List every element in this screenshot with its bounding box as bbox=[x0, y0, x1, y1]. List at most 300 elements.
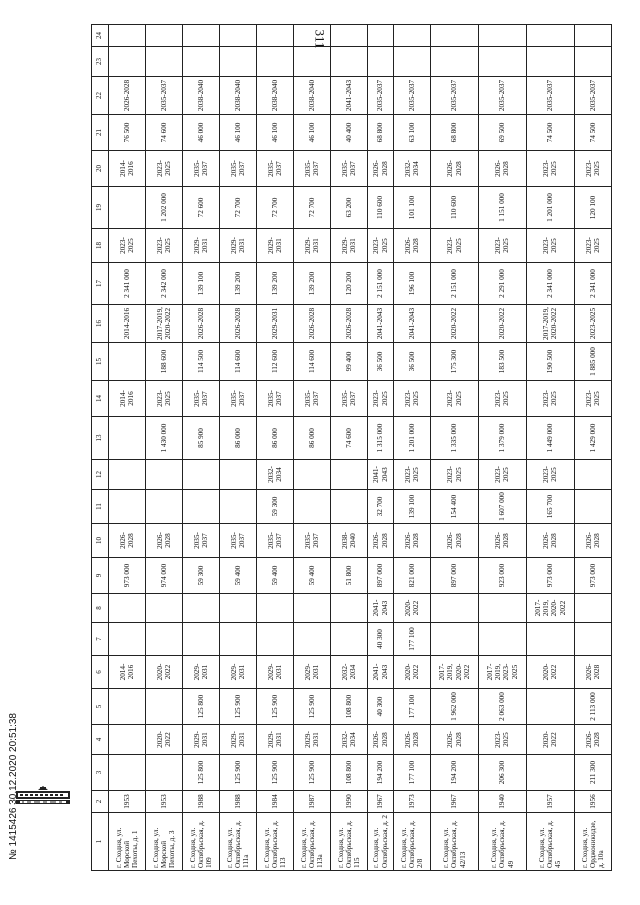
header-cell: 13 bbox=[92, 417, 109, 460]
table-cell: 1990 bbox=[331, 791, 368, 813]
table-cell bbox=[220, 594, 257, 623]
address-cell: г. Сходня, ул. Октябрьская, д. 49 bbox=[478, 813, 526, 871]
table-cell: 2026-2028 bbox=[394, 229, 431, 263]
table-cell: 2041-2043 bbox=[368, 460, 394, 490]
table-cell: 1 379 000 bbox=[478, 417, 526, 460]
table-cell: 2035-2037 bbox=[257, 381, 294, 417]
table-cell: 2023-2025 bbox=[478, 725, 526, 755]
table-cell: 2 341 000 bbox=[574, 263, 611, 305]
table-cell bbox=[478, 594, 526, 623]
table-cell: 114 500 bbox=[183, 343, 220, 381]
table-cell: 1 335 000 bbox=[431, 417, 479, 460]
table-cell bbox=[574, 460, 611, 490]
table-cell bbox=[183, 623, 220, 656]
header-cell: 1 bbox=[92, 813, 109, 871]
table-row bbox=[109, 25, 146, 871]
table-cell: 46 000 bbox=[183, 115, 220, 151]
table-cell: 194 200 bbox=[431, 755, 479, 791]
table-cell: 2026-2028 bbox=[368, 151, 394, 187]
table-cell: 2026-2028 bbox=[394, 725, 431, 755]
page-number-text: 311 bbox=[313, 29, 328, 49]
table-cell bbox=[183, 25, 220, 47]
data-table bbox=[91, 24, 612, 871]
table-cell: 1967 bbox=[368, 791, 394, 813]
table-cell: 2035-2037 bbox=[394, 77, 431, 115]
table-cell: 2023-2025 bbox=[109, 229, 146, 263]
table-cell: 72 600 bbox=[183, 187, 220, 229]
table-cell: 2032-2034 bbox=[331, 725, 368, 755]
table-cell: 2023-2025 bbox=[431, 229, 479, 263]
address-cell: г. Сходня, ул. Октябрьская, д. 109 bbox=[183, 813, 220, 871]
table-cell: 974 000 bbox=[146, 558, 183, 594]
table-cell: 2041-2043 bbox=[368, 594, 394, 623]
table-cell bbox=[146, 47, 183, 77]
table-cell bbox=[109, 187, 146, 229]
header-cell: 2 bbox=[92, 791, 109, 813]
table-cell: 2020-2022 bbox=[478, 305, 526, 343]
table-cell: 1984 bbox=[257, 791, 294, 813]
table-cell: 2035-2037 bbox=[574, 77, 611, 115]
table-cell: 139 100 bbox=[183, 263, 220, 305]
address-cell: г. Сходня, ул. Октябрьская, д. 111а bbox=[220, 813, 257, 871]
table-cell: 2023-2025 bbox=[526, 151, 574, 187]
table-cell: 2017-2019, 2020-2022 bbox=[526, 594, 574, 623]
table-cell: 2035-2037 bbox=[526, 77, 574, 115]
table-cell: 2035-2037 bbox=[183, 381, 220, 417]
table-cell: 211 300 bbox=[574, 755, 611, 791]
table-cell: 1 202 000 bbox=[146, 187, 183, 229]
table-cell: 2023-2025 bbox=[574, 229, 611, 263]
table-cell: 2017-2019, 2020-2022 bbox=[431, 656, 479, 689]
table-cell: 108 800 bbox=[331, 689, 368, 725]
table-row bbox=[526, 25, 574, 871]
table-cell: 2029-2031 bbox=[257, 725, 294, 755]
table-cell: 2023-2025 bbox=[368, 229, 394, 263]
header-cell: 18 bbox=[92, 229, 109, 263]
table-cell: 2032-2034 bbox=[257, 460, 294, 490]
table-cell: 2035-2037 bbox=[220, 524, 257, 558]
table-cell: 177 100 bbox=[394, 623, 431, 656]
table-cell bbox=[526, 25, 574, 47]
table-cell bbox=[294, 490, 331, 524]
address-cell: г. Сходня, ул. Октябрьская, д. 113 bbox=[257, 813, 294, 871]
table-cell: 2035-2037 bbox=[331, 151, 368, 187]
table-cell: 2026-2028 bbox=[478, 524, 526, 558]
table-cell bbox=[109, 490, 146, 524]
table-row bbox=[183, 25, 220, 871]
table-cell bbox=[331, 594, 368, 623]
table-cell: 1 607 000 bbox=[478, 490, 526, 524]
header-cell: 22 bbox=[92, 77, 109, 115]
table-cell: 1988 bbox=[220, 791, 257, 813]
table-cell: 2041-2043 bbox=[394, 305, 431, 343]
table-cell: 2026-2028 bbox=[368, 725, 394, 755]
table-cell bbox=[526, 689, 574, 725]
table-cell: 2029-2031 bbox=[294, 229, 331, 263]
table-cell: 2026-2028 bbox=[331, 305, 368, 343]
address-cell: г. Сходня, ул. Октябрьская, д. 45 bbox=[526, 813, 574, 871]
table-cell bbox=[220, 47, 257, 77]
table-cell bbox=[574, 594, 611, 623]
table-cell: 2023-2025 bbox=[478, 381, 526, 417]
table-cell: 99 400 bbox=[331, 343, 368, 381]
table-cell: 85 900 bbox=[183, 417, 220, 460]
table-cell: 2029-2031 bbox=[183, 229, 220, 263]
table-cell: 114 600 bbox=[294, 343, 331, 381]
table-cell: 2023-2025 bbox=[146, 151, 183, 187]
table-cell: 2029-2031 bbox=[257, 229, 294, 263]
table-cell: 2026-2028 bbox=[431, 151, 479, 187]
header-cell: 8 bbox=[92, 594, 109, 623]
table-cell: 177 100 bbox=[394, 689, 431, 725]
table-header-row bbox=[92, 25, 109, 871]
table-row bbox=[220, 25, 257, 871]
table-cell: 1953 bbox=[146, 791, 183, 813]
table-cell: 1 201 000 bbox=[394, 417, 431, 460]
table-cell: 125 900 bbox=[257, 689, 294, 725]
table-cell: 125 900 bbox=[294, 755, 331, 791]
table-cell: 154 400 bbox=[431, 490, 479, 524]
table-cell: 2 342 000 bbox=[146, 263, 183, 305]
header-cell: 11 bbox=[92, 490, 109, 524]
table-cell bbox=[431, 25, 479, 47]
table-cell bbox=[109, 417, 146, 460]
table-cell bbox=[294, 623, 331, 656]
table-cell bbox=[526, 623, 574, 656]
table-cell: 72 700 bbox=[220, 187, 257, 229]
table-cell: 194 200 bbox=[368, 755, 394, 791]
table-cell: 40 300 bbox=[368, 623, 394, 656]
table-cell: 2029-2031 bbox=[257, 656, 294, 689]
table-cell: 175 300 bbox=[431, 343, 479, 381]
table-cell bbox=[257, 623, 294, 656]
table-row bbox=[574, 25, 611, 871]
table-cell: 76 500 bbox=[109, 115, 146, 151]
table-cell: 2 291 000 bbox=[478, 263, 526, 305]
table-cell: 1 449 000 bbox=[526, 417, 574, 460]
address-cell: г. Сходня, ул. Октябрьская, д. 115 bbox=[331, 813, 368, 871]
table-cell: 2026-2028 bbox=[478, 151, 526, 187]
table-cell: 46 100 bbox=[257, 115, 294, 151]
header-cell: 14 bbox=[92, 381, 109, 417]
table-cell: 2017-2019, 2023-2025 bbox=[478, 656, 526, 689]
table-cell: 63 200 bbox=[331, 187, 368, 229]
table-cell: 1940 bbox=[478, 791, 526, 813]
table-cell bbox=[183, 594, 220, 623]
table-cell: 2026-2028 bbox=[146, 524, 183, 558]
table-cell bbox=[294, 460, 331, 490]
table-row bbox=[294, 25, 331, 871]
table-body bbox=[92, 25, 612, 871]
table-cell: 101 100 bbox=[394, 187, 431, 229]
table-cell bbox=[109, 25, 146, 47]
table-cell: 1957 bbox=[526, 791, 574, 813]
table-cell: 1987 bbox=[294, 791, 331, 813]
table-row bbox=[478, 25, 526, 871]
table-cell: 2023-2025 bbox=[146, 381, 183, 417]
address-cell: г. Сходня, ул. Октябрьская, д. 2 bbox=[368, 813, 394, 871]
table-cell: 2032-2034 bbox=[331, 656, 368, 689]
table-cell: 2023-2025 bbox=[146, 229, 183, 263]
table-cell bbox=[294, 47, 331, 77]
table-cell: 2 151 000 bbox=[431, 263, 479, 305]
table-cell: 2014-2016 bbox=[109, 381, 146, 417]
header-cell: 23 bbox=[92, 47, 109, 77]
table-cell: 2035-2037 bbox=[183, 151, 220, 187]
table-cell: 2038-2040 bbox=[183, 77, 220, 115]
table-cell bbox=[574, 623, 611, 656]
table-cell: 2026-2028 bbox=[294, 305, 331, 343]
header-cell: 9 bbox=[92, 558, 109, 594]
table-cell: 125 900 bbox=[220, 755, 257, 791]
table-cell: 188 600 bbox=[146, 343, 183, 381]
table-cell: 2023-2025 bbox=[431, 381, 479, 417]
table-row bbox=[394, 25, 431, 871]
table-cell: 2041-2043 bbox=[368, 656, 394, 689]
table-cell: 2026-2028 bbox=[109, 77, 146, 115]
table-cell: 2020-2022 bbox=[526, 656, 574, 689]
address-cell: г. Сходня, ул. Морской Пехоты, д. 1 bbox=[109, 813, 146, 871]
table-cell: 2023-2025 bbox=[478, 460, 526, 490]
table-cell: 2023-2025 bbox=[394, 381, 431, 417]
table-cell: 973 000 bbox=[574, 558, 611, 594]
table-cell: 110 600 bbox=[431, 187, 479, 229]
table-cell bbox=[478, 47, 526, 77]
table-cell: 973 000 bbox=[109, 558, 146, 594]
table-cell: 2029-2031 bbox=[294, 725, 331, 755]
table-cell: 2035-2037 bbox=[478, 77, 526, 115]
table-cell: 36 500 bbox=[368, 343, 394, 381]
table-cell bbox=[146, 623, 183, 656]
table-cell: 1 962 000 bbox=[431, 689, 479, 725]
table-cell: 206 300 bbox=[478, 755, 526, 791]
table-cell: 2 151 000 bbox=[368, 263, 394, 305]
table-cell: 74 600 bbox=[331, 417, 368, 460]
table-cell: 2026-2028 bbox=[431, 524, 479, 558]
table-cell: 139 200 bbox=[257, 263, 294, 305]
table-cell: 139 200 bbox=[294, 263, 331, 305]
table-cell: 1973 bbox=[394, 791, 431, 813]
table-cell: 2020-2022 bbox=[146, 725, 183, 755]
table-cell: 2032-2034 bbox=[394, 151, 431, 187]
table-cell: 46 100 bbox=[220, 115, 257, 151]
table-cell: 59 300 bbox=[183, 558, 220, 594]
table-cell: 2026-2028 bbox=[526, 524, 574, 558]
table-cell bbox=[183, 47, 220, 77]
table-cell: 125 800 bbox=[183, 755, 220, 791]
table-cell: 74 500 bbox=[574, 115, 611, 151]
header-cell: 4 bbox=[92, 725, 109, 755]
table-cell: 110 600 bbox=[368, 187, 394, 229]
table-cell bbox=[183, 460, 220, 490]
table-cell bbox=[294, 25, 331, 47]
table-cell: 139 200 bbox=[220, 263, 257, 305]
header-cell: 17 bbox=[92, 263, 109, 305]
table-cell: 59 400 bbox=[257, 558, 294, 594]
table-cell: 923 000 bbox=[478, 558, 526, 594]
table-cell bbox=[220, 25, 257, 47]
header-cell: 5 bbox=[92, 689, 109, 725]
table-cell bbox=[146, 689, 183, 725]
table-cell: 2023-2025 bbox=[526, 381, 574, 417]
table-cell: 2038-2040 bbox=[220, 77, 257, 115]
rotated-table-wrapper bbox=[91, 30, 612, 871]
table-cell: 1 201 000 bbox=[526, 187, 574, 229]
table-cell: 2029-2031 bbox=[220, 229, 257, 263]
address-cell: г. Сходня, ул. Орджоникидзе, д. 10а bbox=[574, 813, 611, 871]
table-cell: 86 000 bbox=[220, 417, 257, 460]
table-cell: 2026-2028 bbox=[220, 305, 257, 343]
table-cell: 2023-2025 bbox=[574, 381, 611, 417]
address-cell: г. Сходня, ул. Октябрьская, д. 42/13 bbox=[431, 813, 479, 871]
table-cell: 2026-2028 bbox=[109, 524, 146, 558]
table-cell bbox=[294, 594, 331, 623]
table-cell: 1 430 000 bbox=[146, 417, 183, 460]
table-cell: 2017-2019, 2020-2022 bbox=[146, 305, 183, 343]
table-cell bbox=[574, 25, 611, 47]
table-cell: 2026-2028 bbox=[431, 725, 479, 755]
table-cell: 1967 bbox=[431, 791, 479, 813]
table-cell: 196 100 bbox=[394, 263, 431, 305]
header-cell: 20 bbox=[92, 151, 109, 187]
table-cell: 68 800 bbox=[368, 115, 394, 151]
header-cell: 15 bbox=[92, 343, 109, 381]
registry-stamp bbox=[8, 560, 20, 860]
table-cell bbox=[257, 594, 294, 623]
table-cell: 40 300 bbox=[368, 689, 394, 725]
header-cell: 6 bbox=[92, 656, 109, 689]
table-cell bbox=[109, 594, 146, 623]
table-cell: 2020-2022 bbox=[146, 656, 183, 689]
table-cell: 2026-2028 bbox=[368, 524, 394, 558]
table-cell: 139 100 bbox=[394, 490, 431, 524]
table-cell: 2 113 000 bbox=[574, 689, 611, 725]
table-cell: 2014-2016 bbox=[109, 656, 146, 689]
table-cell bbox=[109, 47, 146, 77]
table-cell: 2023-2025 bbox=[526, 460, 574, 490]
table-cell: 2035-2037 bbox=[368, 77, 394, 115]
table-cell: 1 315 000 bbox=[368, 417, 394, 460]
table-row bbox=[146, 25, 183, 871]
address-cell: г. Сходня, ул. Октябрьская, д. 113а bbox=[294, 813, 331, 871]
table-cell: 125 800 bbox=[183, 689, 220, 725]
table-cell: 2 341 000 bbox=[526, 263, 574, 305]
table-cell: 165 700 bbox=[526, 490, 574, 524]
table-row bbox=[257, 25, 294, 871]
table-cell: 2035-2037 bbox=[257, 524, 294, 558]
table-cell bbox=[146, 25, 183, 47]
table-cell bbox=[146, 460, 183, 490]
table-cell bbox=[109, 623, 146, 656]
table-cell bbox=[257, 47, 294, 77]
table-cell: 125 900 bbox=[294, 689, 331, 725]
table-cell bbox=[574, 47, 611, 77]
table-cell: 183 500 bbox=[478, 343, 526, 381]
table-cell: 2035-2037 bbox=[220, 151, 257, 187]
table-cell: 2038-2040 bbox=[257, 77, 294, 115]
table-cell: 120 200 bbox=[331, 263, 368, 305]
table-cell: 2023-2025 bbox=[574, 305, 611, 343]
table-cell: 2035-2037 bbox=[294, 381, 331, 417]
table-cell: 125 900 bbox=[220, 689, 257, 725]
table-cell: 2026-2028 bbox=[394, 524, 431, 558]
table-cell bbox=[146, 490, 183, 524]
table-cell: 2035-2037 bbox=[331, 381, 368, 417]
table-cell: 2029-2031 bbox=[331, 229, 368, 263]
table-cell: 40 400 bbox=[331, 115, 368, 151]
table-row bbox=[431, 25, 479, 871]
table-cell: 2041-2043 bbox=[331, 77, 368, 115]
table-cell: 63 100 bbox=[394, 115, 431, 151]
table-cell bbox=[109, 689, 146, 725]
table-cell: 2026-2028 bbox=[183, 305, 220, 343]
table-cell: 2020-2022 bbox=[526, 725, 574, 755]
table-cell: 1956 bbox=[574, 791, 611, 813]
table-cell: 821 000 bbox=[394, 558, 431, 594]
table-cell: 2026-2028 bbox=[574, 725, 611, 755]
table-cell: 2023-2025 bbox=[478, 229, 526, 263]
table-cell bbox=[431, 623, 479, 656]
table-cell: 2020-2022 bbox=[394, 656, 431, 689]
table-cell: 59 300 bbox=[257, 490, 294, 524]
table-cell: 46 100 bbox=[294, 115, 331, 151]
table-cell: 32 700 bbox=[368, 490, 394, 524]
table-cell: 2035-2037 bbox=[146, 77, 183, 115]
table-cell: 51 800 bbox=[331, 558, 368, 594]
table-cell: 69 500 bbox=[478, 115, 526, 151]
table-cell: 2041-2043 bbox=[368, 305, 394, 343]
table-cell bbox=[478, 25, 526, 47]
table-cell: 1 429 000 bbox=[574, 417, 611, 460]
table-cell: 2023-2025 bbox=[526, 229, 574, 263]
header-cell: 7 bbox=[92, 623, 109, 656]
table-cell: 2035-2037 bbox=[294, 524, 331, 558]
table-cell bbox=[220, 460, 257, 490]
table-cell: 125 900 bbox=[257, 755, 294, 791]
table-cell: 2029-2031 bbox=[183, 656, 220, 689]
table-cell bbox=[331, 623, 368, 656]
table-cell: 2035-2037 bbox=[183, 524, 220, 558]
table-cell bbox=[220, 490, 257, 524]
table-cell bbox=[478, 623, 526, 656]
table-cell bbox=[257, 25, 294, 47]
table-cell: 2023-2025 bbox=[394, 460, 431, 490]
address-cell: г. Сходня, ул. Морской Пехоты, д. 3 bbox=[146, 813, 183, 871]
table-cell: 59 400 bbox=[220, 558, 257, 594]
table-cell bbox=[526, 755, 574, 791]
table-cell: 86 000 bbox=[257, 417, 294, 460]
table-cell: 190 500 bbox=[526, 343, 574, 381]
table-cell bbox=[146, 755, 183, 791]
table-cell: 112 600 bbox=[257, 343, 294, 381]
table-cell: 2029-2031 bbox=[220, 725, 257, 755]
table-row bbox=[368, 25, 394, 871]
table-cell bbox=[109, 460, 146, 490]
table-cell: 897 000 bbox=[431, 558, 479, 594]
header-cell: 19 bbox=[92, 187, 109, 229]
table-cell: 2029-2031 bbox=[183, 725, 220, 755]
table-cell bbox=[526, 47, 574, 77]
table-cell: 1 151 000 bbox=[478, 187, 526, 229]
address-cell: г. Сходня, ул. Октябрьская, д. 2/8 bbox=[394, 813, 431, 871]
table-cell: 973 000 bbox=[526, 558, 574, 594]
header-cell: 16 bbox=[92, 305, 109, 343]
table-cell: 72 700 bbox=[257, 187, 294, 229]
table-cell: 2029-2031 bbox=[257, 305, 294, 343]
table-cell: 2026-2028 bbox=[574, 524, 611, 558]
table-cell: 2026-2028 bbox=[574, 656, 611, 689]
table-cell bbox=[146, 594, 183, 623]
